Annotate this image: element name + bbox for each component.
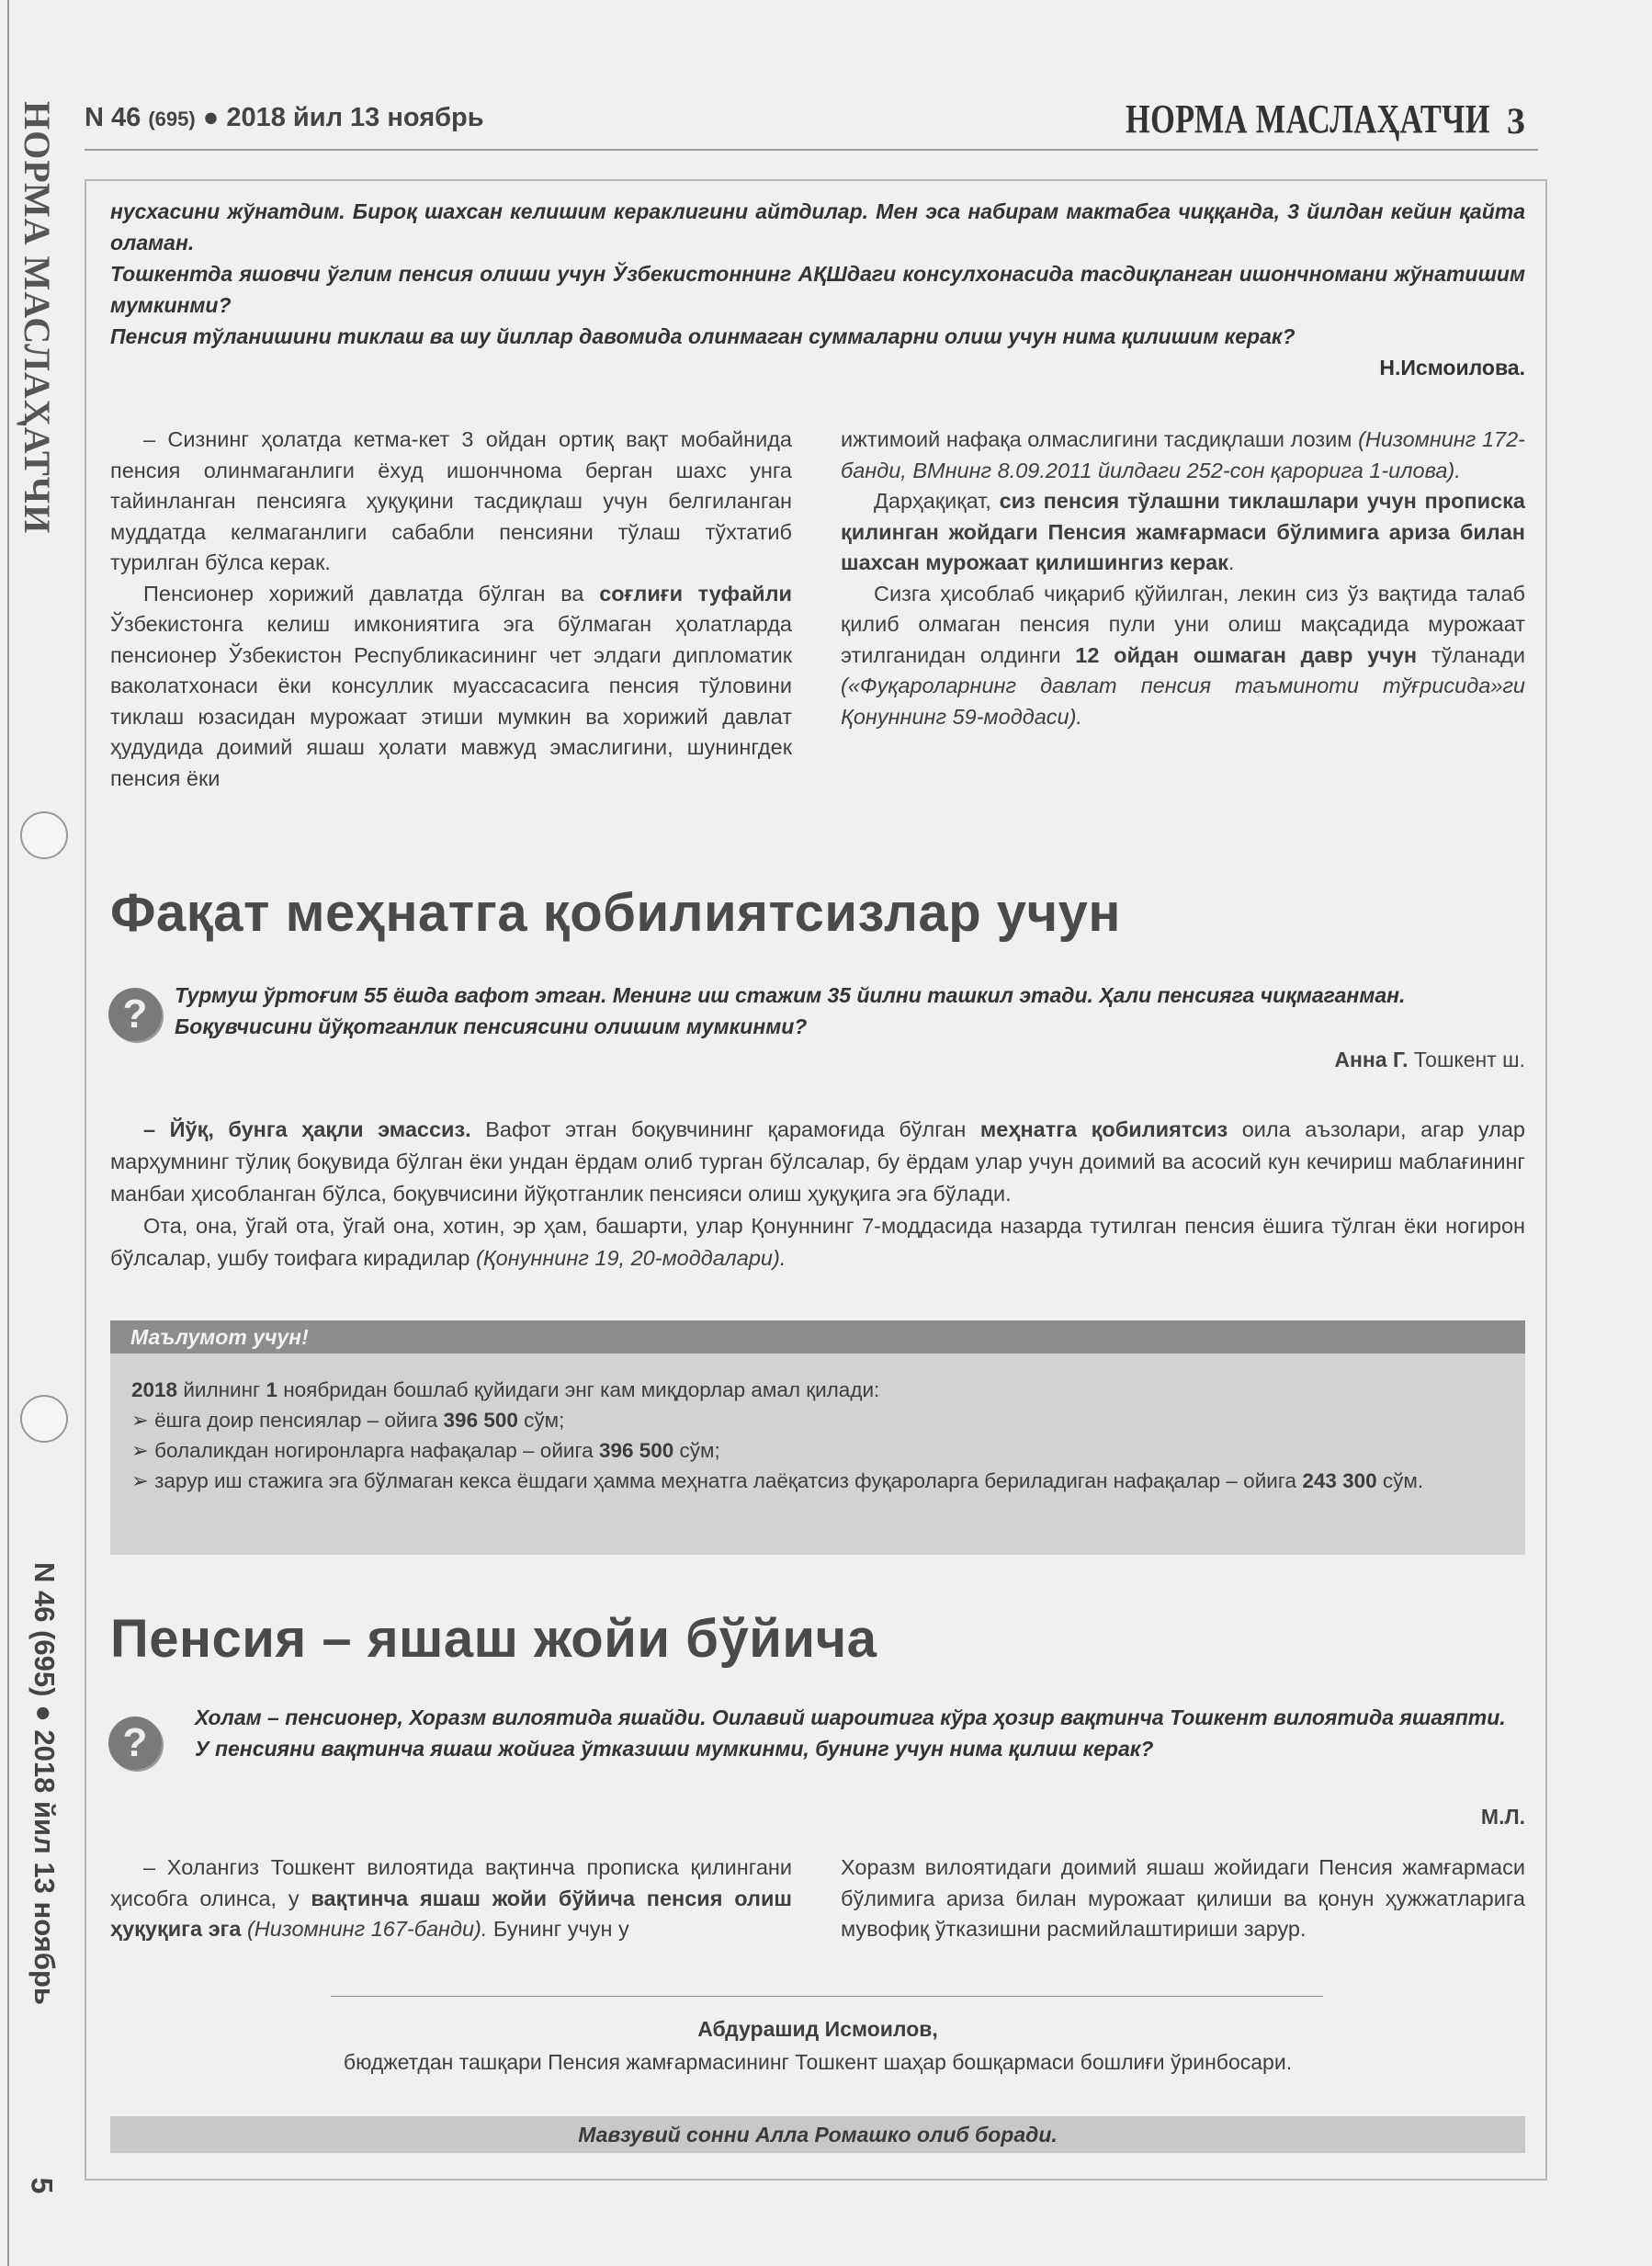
answer-paragraph: Сизга ҳисоблаб чиқариб қўйилган, лекин сиз ўз вақтида талаб қилиб олмаган пенсия пули уни олиш мақсадида мурожаат этилганидан олдинги 12 ойдан ошмаган давр учун тўланади («Фуқароларнинг давлат пенсия таъминоти тўғрисида»ги Қонуннинг 59-моддаси). [841, 581, 1526, 729]
side-page-number: 5 [25, 2177, 59, 2194]
credit-divider [331, 1996, 1323, 1997]
answer-column-right: Хоразм вилоятидаги доимий яшаш жойидаги Пенсия жамғармаси бўлимига ариза билан мурожаат қилиши ва қонун ҳужжатларига мувофиқ ўтказишни расмийлаштириши зарур. [841, 1855, 1525, 1941]
info-body [131, 1375, 1510, 1496]
author-credit [110, 2012, 1525, 2079]
header-issue [85, 103, 484, 133]
info-heading: Маълумот учун! [110, 1320, 1525, 1354]
section-answer: – Йўқ, бунга ҳақли эмассиз. Вафот этган боқувчининг қарамоғида бўлган меҳнатга қобилиятсиз оила аъзолари, агар улар марҳумнинг тўлиқ боқувида бўлган ёки ундан ёрдам олиб турган бўлсалар, бу ёрдам улар учун доимий ва асосий кун кечириш маблағининг манбаи ҳисобланган бўлса, боқувчисини йўқотганлик пенсияси олиш ҳуқуқига эга бўлади. Ота, она, ўгай ота, ўгай она, хотин, эр ҳам, башарти, улар Қонуннинг 7-моддасида назарда тутилган пенсия ёшига тўлган ёки ногирон бўлсалар, ушбу тоифага кирадилар (Қонуннинг 19, 20-моддалари). [110, 1117, 1526, 1270]
bullet: ● [202, 103, 220, 132]
page-number: 3 [1507, 100, 1525, 142]
editor-bar: Мавзувий сонни Алла Ромашко олиб боради. [110, 2116, 1525, 2153]
binding-line [7, 0, 9, 2266]
section-signature: М.Л. [1480, 1805, 1525, 1829]
info-list-item: ➢ ёшга доир пенсиялар – ойига 396 500 сўм; [131, 1409, 565, 1432]
issue-number: N 46 [85, 103, 141, 132]
punch-hole-bottom [20, 1395, 68, 1443]
answer-column-right [841, 425, 1525, 732]
question-mark-icon: ? [108, 1716, 162, 1770]
answer-column-left [110, 425, 792, 794]
answer-paragraph: Дарҳақиқат, сиз пенсия тўлашни тиклашлари учун прописка қилинган жойдаги Пенсия жамғармаси бўлимига ариза билан шахсан мурожаат қилишингиз керак. [841, 489, 1525, 574]
info-list-item: ➢ болаликдан ногиронларга нафақалар – ойига 396 500 сўм; [131, 1439, 720, 1462]
answer-paragraph: – Сизнинг ҳолатда кетма-кет 3 ойдан ортиқ вақт мобайнида пенсия олинмаганлиги ёхуд ишончнома берган шахс унга тайинланган пенсияга ҳуқуқини тасдиқлаш учун белгиланган муддатда келмаганлиги сабабли пенсияни тўлаш тўхтатиб турилган бўлса керак. [110, 427, 792, 574]
question-paragraph: Пенсия тўланишини тиклаш ва шу йиллар давомида олинмаган суммаларни олиш учун нима қилишим керак? [110, 324, 1296, 348]
question-mark-icon: ? [108, 988, 162, 1041]
issue-date: 2018 йил 13 ноябрь [226, 103, 484, 132]
punch-hole-top [20, 811, 68, 859]
answer-paragraph: ижтимоий нафақа олмаслигини тасдиқлаши лозим (Низомнинг 172-банди, ВМнинг 8.09.2011 йилдаги 252-сон қарорига 1-илова). [841, 427, 1526, 482]
header-rule [85, 149, 1538, 151]
section-question: Холам – пенсионер, Хоразм вилоятида яшайди. Оилавий шароитига кўра ҳозир вақтинча Тошкент вилоятида яшаяпти. У пенсияни вақтинча яшаш жойига ўтказиши мумкинми, бунинг учун нима қилиш керак? [195, 1705, 1506, 1761]
answer-paragraph: Пенсионер хорижий давлатда бўлган ва соғлиғи туфайли Ўзбекистонга келиш имкониятига эга бўлмаган ҳолатларда пенсионер Ўзбекистон Республикасининг чет элдаги дипломатик ваколатхонаси ёки консуллик муассасасига пенсия тўловини тиклаш юзасидан мурожаат этиши мумкин ва хорижий давлат ҳудудида доимий яшаш ҳолати мавжуд эмаслигини, шунингдек пенсия ёки [110, 581, 792, 790]
answer-column-left: – Холангиз Тошкент вилоятида вақтинча прописка қилингани ҳисобга олинса, у вақтинча яшаш жойи бўйича пенсия олиш ҳуқуқига эга (Низомнинг 167-банди). Бунинг учун у [110, 1855, 792, 1941]
author-name: Абдурашид Исмоилов, [697, 2017, 938, 2041]
issue-sub: (695) [148, 108, 196, 130]
section-title: Пенсия – яшаш жойи бўйича [110, 1609, 877, 1669]
info-line: 2018 йилнинг 1 ноябридан бошлаб қуйидаги энг кам миқдорлар амал қилади: [131, 1378, 880, 1401]
section-question: Турмуш ўртоғим 55 ёшда вафот этган. Менинг иш стажим 35 йилни ташкил этади. Ҳали пенсияга чиқмаганман. Боқувчисини йўқотганлик пенсиясини олишим мумкинми? [175, 983, 1406, 1038]
author-position: бюджетдан ташқари Пенсия жамғармасининг Тошкент шаҳар бошқармаси бошлиғи ўринбосари. [343, 2050, 1293, 2074]
question-paragraph: Тошкентда яшовчи ўглим пенсия олиши учун Ўзбекистоннинг АҚШдаги консулхонасида тасдиқланган ишончномани жўнатишим мумкинми? [110, 262, 1525, 317]
section-title: Фақат меҳнатга қобилиятсизлар учун [110, 883, 1121, 943]
question-signature: Н.Исмоилова. [1379, 356, 1525, 380]
side-brand: НОРМА МАСЛАҲАТЧИ [17, 101, 58, 535]
header-brand: НОРМА МАСЛАҲАТЧИ [1126, 96, 1490, 142]
reader-question [110, 196, 1525, 383]
question-paragraph: нусхасини жўнатдим. Бироқ шахсан келишим кераклигини айтдилар. Мен эса набирам мактабга чиққанда, 3 йилдан кейин қайта оламан. [110, 199, 1525, 255]
info-list-item: ➢ зарур иш стажига эга бўлмаган кекса ёшдаги ҳамма меҳнатга лаёқатсиз фуқароларга бериладиган нафақалар – ойига 243 300 сўм. [131, 1469, 1424, 1492]
section-signature: Анна Г. Тошкент ш. [1334, 1048, 1525, 1071]
side-issue: N 46 (695) ● 2018 йил 13 ноябрь [28, 1562, 61, 2005]
